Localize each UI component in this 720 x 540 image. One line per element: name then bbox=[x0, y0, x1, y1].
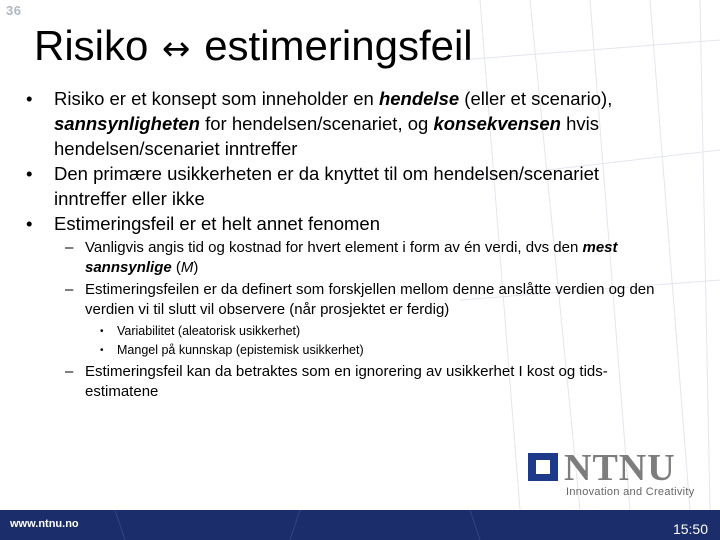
ntnu-logo bbox=[528, 447, 708, 504]
title-right: estimeringsfeil bbox=[204, 22, 473, 69]
bullet-primary-uncertainty: • Den primære usikkerheten er da knyttet til om hendelsen/scenariet inntreffer eller ikke bbox=[26, 163, 599, 209]
footer-decoration bbox=[0, 510, 720, 540]
dash-icon: – bbox=[65, 363, 74, 380]
title-left: Risiko bbox=[34, 22, 149, 69]
double-arrow-icon: ↔ bbox=[162, 29, 191, 69]
footer-url-link[interactable]: www.ntnu.no bbox=[10, 518, 79, 530]
emphasis-sannsynligheten: sannsynligheten bbox=[54, 113, 200, 134]
bullet-dot-icon: • bbox=[100, 345, 104, 356]
dash-icon: – bbox=[65, 239, 74, 256]
logo-wordmark: NTNU bbox=[564, 447, 676, 489]
logo-square-icon bbox=[528, 453, 558, 481]
footer-time: 15:50 bbox=[672, 521, 708, 537]
bullet-dot-icon: • bbox=[26, 213, 33, 234]
subsubbullet-variability: • Variabilitet (aleatorisk usikkerhet) bbox=[20, 322, 660, 341]
emphasis-mest-sannsynlige: mest sannsynlige bbox=[85, 239, 618, 276]
bullet-dot-icon: • bbox=[26, 163, 33, 184]
slide-title bbox=[34, 22, 473, 70]
bullet-risk-concept: • Risiko er et konsept som inneholder en hendelse (eller et scenario), sannsynligheten for hendelsen/scenariet, og konsekvensen hvis hendelsen/scenariet inntreffer bbox=[26, 88, 613, 159]
emphasis-hendelse: hendelse bbox=[378, 88, 460, 109]
dash-icon: – bbox=[65, 281, 74, 298]
bullet-estimation-error: • Estimeringsfeil er et helt annet fenomen bbox=[26, 213, 380, 234]
bullet-dot-icon: • bbox=[100, 326, 104, 337]
bullet-dot-icon: • bbox=[26, 88, 33, 109]
footer-bar bbox=[0, 510, 720, 540]
subbullet-single-value: – Vanligvis angis tid og kostnad for hvert element i form av én verdi, dvs den mest sannsynlige (M) bbox=[65, 239, 618, 276]
logo-tagline: Innovation and Creativity bbox=[566, 486, 695, 498]
subbullet-ignoring-uncertainty: – Estimeringsfeil kan da betraktes som en ignorering av usikkerhet I kost og tids-estimatene bbox=[65, 363, 608, 400]
subsubbullet-knowledge: • Mangel på kunnskap (epistemisk usikkerhet) bbox=[20, 341, 660, 360]
emphasis-konsekvensen: konsekvensen bbox=[433, 113, 561, 134]
slide-number: 36 bbox=[6, 3, 22, 18]
emphasis-m: M bbox=[180, 259, 194, 276]
bullet-list bbox=[20, 86, 660, 404]
subbullet-definition: – Estimeringsfeilen er da definert som forskjellen mellom denne anslåtte verdien og den verdien vi til slutt vil observere (når prosjektet er ferdig) bbox=[65, 281, 655, 318]
